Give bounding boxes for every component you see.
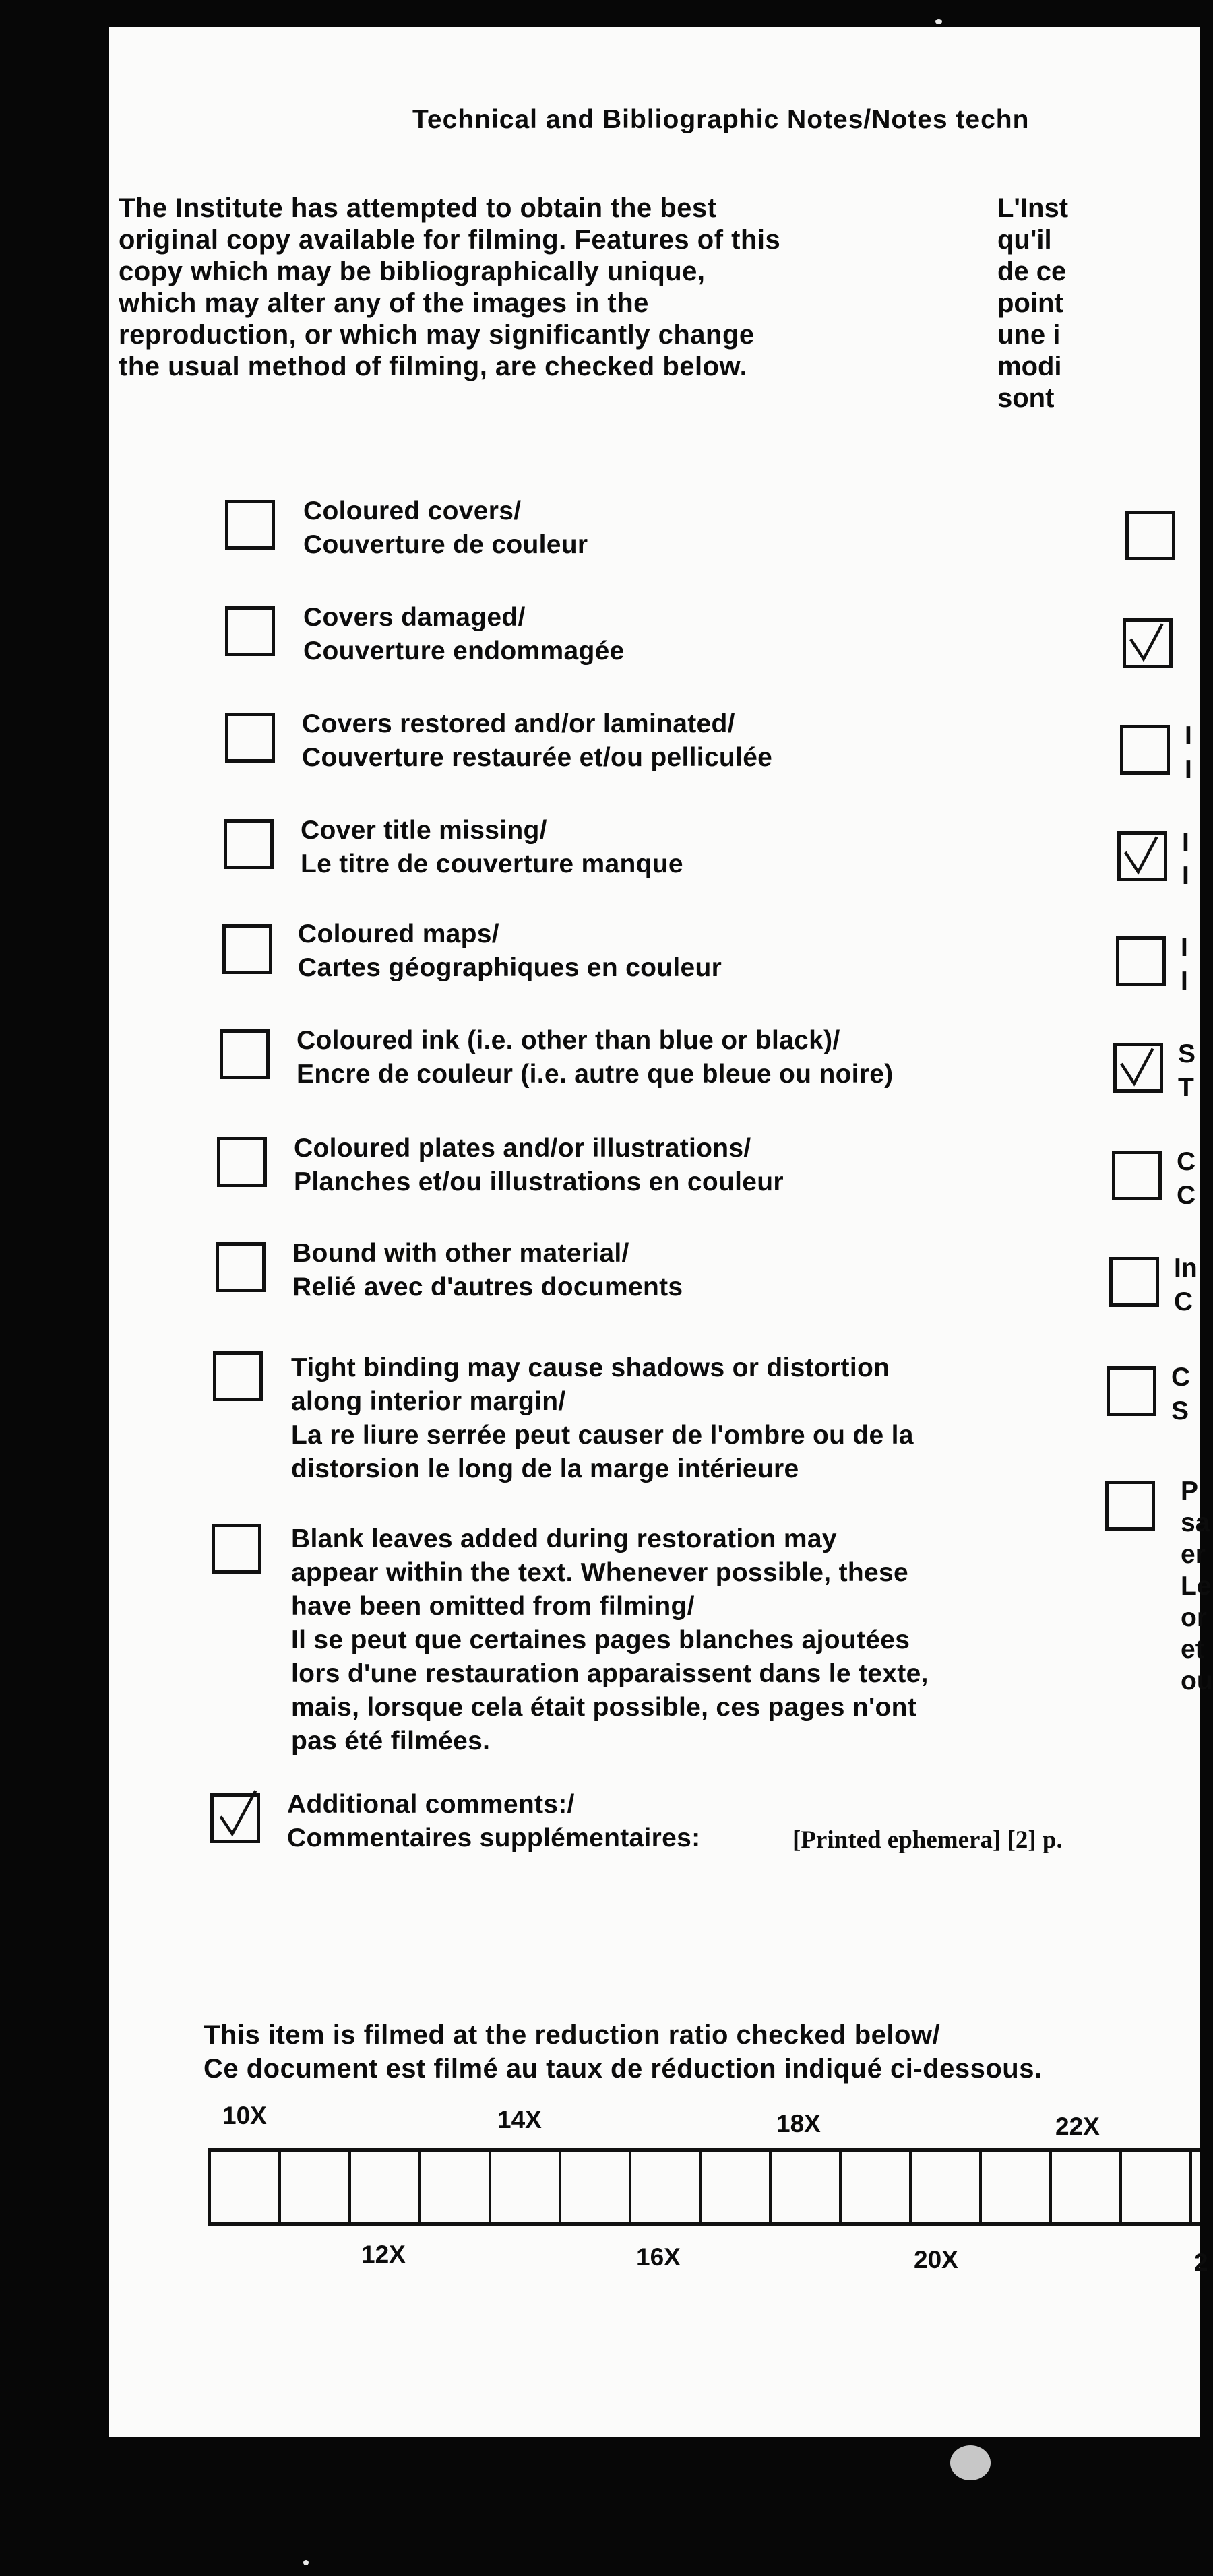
intro-line: reproduction, or which may significantly change <box>119 320 755 350</box>
item-line: I <box>1181 933 1188 962</box>
item-line: C <box>1177 1181 1196 1210</box>
checkbox-coloured-ink <box>220 1029 270 1079</box>
item-line: I <box>1182 862 1189 891</box>
item-line: C <box>1177 1147 1196 1176</box>
intro-line: original copy available for filming. Features of this <box>119 225 781 255</box>
reduction-ratio-text <box>204 2018 1043 2086</box>
checkbox-tight-binding <box>213 1351 263 1401</box>
scale-label-bottom: 16X <box>636 2243 681 2271</box>
scale-cell <box>211 2152 281 2222</box>
right-item-4 <box>1182 826 1209 893</box>
item-bound-with-other-material <box>292 1237 683 1304</box>
item-line: or <box>1181 1603 1207 1632</box>
page-title: Technical and Bibliographic Notes/Notes techn <box>412 105 1030 134</box>
scale-cell <box>491 2152 561 2222</box>
checkbox-bound-with-other-material <box>216 1242 266 1292</box>
right-checkbox-6 <box>1113 1043 1163 1093</box>
item-line: Coloured ink (i.e. other than blue or black)/ <box>297 1026 840 1055</box>
checkbox-additional-comments <box>210 1793 260 1843</box>
right-item-7 <box>1177 1145 1204 1213</box>
scale-label-top: 14X <box>497 2106 542 2133</box>
checkmark-icon <box>214 1797 257 1840</box>
reduction-scale-grid <box>208 2148 1200 2226</box>
scale-cell <box>1052 2152 1122 2222</box>
item-line: Le titre de couverture manque <box>301 849 683 878</box>
right-checkbox-10 <box>1105 1481 1155 1531</box>
checkbox-coloured-covers <box>225 500 275 550</box>
item-covers-restored <box>302 707 772 775</box>
ratio-line: Ce document est filmé au taux de réduction indiqué ci-dessous. <box>204 2054 1043 2084</box>
scale-label-bottom: 20X <box>914 2246 958 2274</box>
item-line: Covers restored and/or laminated/ <box>302 709 735 738</box>
checkbox-cover-title-missing <box>224 819 274 869</box>
intro-line: modi <box>997 352 1062 381</box>
checkbox-covers-damaged <box>225 606 275 656</box>
item-line: Planches et/ou illustrations en couleur <box>294 1167 784 1196</box>
checkbox-covers-restored <box>225 713 275 763</box>
item-line: In <box>1174 1254 1198 1283</box>
checkmark-icon <box>1117 1046 1160 1089</box>
checkbox-coloured-plates <box>217 1137 267 1187</box>
item-line: Relié avec d'autres documents <box>292 1273 683 1301</box>
checkbox-coloured-maps <box>222 924 272 974</box>
item-line: Le <box>1181 1572 1212 1601</box>
right-checkbox-8 <box>1109 1257 1159 1307</box>
item-tight-binding <box>291 1351 914 1486</box>
scale-cell <box>982 2152 1052 2222</box>
item-line: ou <box>1181 1667 1213 1696</box>
item-line: T <box>1178 1073 1194 1102</box>
scale-cell <box>772 2152 842 2222</box>
item-line: I <box>1182 828 1189 857</box>
item-line: Encre de couleur (i.e. autre que bleue ou noire) <box>297 1060 894 1089</box>
item-line: P <box>1181 1477 1199 1506</box>
right-item-5 <box>1181 931 1208 998</box>
right-checkbox-9 <box>1107 1366 1156 1416</box>
scale-cell <box>1122 2152 1192 2222</box>
scan-speck <box>935 19 942 24</box>
item-coloured-covers <box>303 494 588 562</box>
item-line: I <box>1185 721 1192 750</box>
item-line: C <box>1174 1287 1193 1316</box>
intro-line: L'Inst <box>997 193 1069 223</box>
scale-label-bottom: 2 <box>1194 2249 1208 2276</box>
item-line: Blank leaves added during restoration may <box>291 1524 837 1553</box>
scan-speck <box>303 2560 309 2565</box>
item-line: mais, lorsque cela était possible, ces pages n'ont <box>291 1693 917 1722</box>
item-line: La re liure serrée peut causer de l'ombre ou de la <box>291 1421 914 1450</box>
item-line: Tight binding may cause shadows or distortion <box>291 1353 890 1382</box>
intro-line: sont <box>997 383 1055 413</box>
intro-line: the usual method of filming, are checked below. <box>119 352 748 381</box>
ratio-line: This item is filmed at the reduction ratio checked below/ <box>204 2020 941 2050</box>
item-line: I <box>1181 967 1188 996</box>
scale-label-bottom: 12X <box>361 2241 406 2268</box>
item-line: Coloured plates and/or illustrations/ <box>294 1134 751 1163</box>
scale-label-top: 22X <box>1055 2113 1100 2140</box>
scale-cell <box>561 2152 631 2222</box>
item-line: er <box>1181 1540 1206 1569</box>
item-line: have been omitted from filming/ <box>291 1592 695 1621</box>
item-line: sa <box>1181 1508 1210 1537</box>
intro-line: de ce <box>997 257 1067 286</box>
item-line: distorsion le long de la marge intérieure <box>291 1454 799 1483</box>
right-checkbox-4 <box>1117 831 1167 881</box>
right-checkbox-3 <box>1120 725 1170 775</box>
item-line: Coloured maps/ <box>298 920 499 948</box>
item-line: Commentaires supplémentaires: <box>287 1824 701 1853</box>
right-item-9 <box>1171 1361 1198 1428</box>
scale-cell <box>421 2152 491 2222</box>
item-coloured-plates <box>294 1132 784 1199</box>
item-line: Cartes géographiques en couleur <box>298 953 722 982</box>
right-checkbox-2 <box>1123 618 1173 668</box>
intro-paragraph-english <box>119 193 860 383</box>
item-line: Couverture endommagée <box>303 637 625 666</box>
item-coloured-maps <box>298 917 722 985</box>
item-line: et <box>1181 1635 1204 1664</box>
item-cover-title-missing <box>301 814 683 881</box>
intro-line: point <box>997 288 1063 318</box>
scan-speck <box>950 2445 991 2480</box>
scale-cell <box>912 2152 982 2222</box>
item-line: Il se peut que certaines pages blanches ajoutées <box>291 1625 910 1654</box>
checkbox-blank-leaves <box>212 1524 261 1574</box>
right-checkbox-7 <box>1112 1151 1162 1200</box>
item-covers-damaged <box>303 601 625 668</box>
item-line: I <box>1185 755 1192 784</box>
item-blank-leaves <box>291 1522 929 1758</box>
item-coloured-ink <box>297 1024 894 1091</box>
scale-cell <box>281 2152 351 2222</box>
right-checkbox-1 <box>1125 511 1175 560</box>
checkmark-icon <box>1121 835 1164 878</box>
item-line: C <box>1171 1363 1191 1392</box>
item-line: Additional comments:/ <box>287 1790 575 1819</box>
right-item-3 <box>1185 719 1212 787</box>
right-item-6 <box>1178 1037 1205 1105</box>
item-line: pas été filmées. <box>291 1727 491 1756</box>
scale-cell <box>702 2152 772 2222</box>
item-line: S <box>1178 1039 1196 1068</box>
item-line: Couverture de couleur <box>303 530 588 559</box>
intro-line: which may alter any of the images in the <box>119 288 649 318</box>
scale-cell <box>842 2152 912 2222</box>
item-line: Couverture restaurée et/ou pelliculée <box>302 743 773 772</box>
intro-line: The Institute has attempted to obtain the best <box>119 193 717 223</box>
item-line: appear within the text. Whenever possible, these <box>291 1558 908 1587</box>
intro-paragraph-french <box>997 193 1132 414</box>
item-line: Bound with other material/ <box>292 1239 629 1268</box>
intro-line: qu'il <box>997 225 1052 255</box>
item-line: Cover title missing/ <box>301 816 547 845</box>
item-line: S <box>1171 1396 1189 1425</box>
additional-comment-value: [Printed ephemera] [2] p. <box>792 1826 1063 1854</box>
right-item-10 <box>1181 1475 1213 1697</box>
right-item-8 <box>1174 1252 1201 1319</box>
intro-line: une i <box>997 320 1061 350</box>
scale-cell <box>631 2152 702 2222</box>
item-line: Coloured covers/ <box>303 496 522 525</box>
item-line: along interior margin/ <box>291 1387 566 1416</box>
right-checkbox-5 <box>1116 936 1166 986</box>
scale-label-top: 10X <box>222 2102 267 2129</box>
intro-line: copy which may be bibliographically unique, <box>119 257 706 286</box>
item-line: Covers damaged/ <box>303 603 526 632</box>
checkmark-icon <box>1126 622 1169 665</box>
item-line: lors d'une restauration apparaissent dans le texte, <box>291 1659 929 1688</box>
scale-label-top: 18X <box>776 2110 821 2137</box>
item-additional-comments <box>287 1788 700 1855</box>
scale-cell <box>351 2152 421 2222</box>
